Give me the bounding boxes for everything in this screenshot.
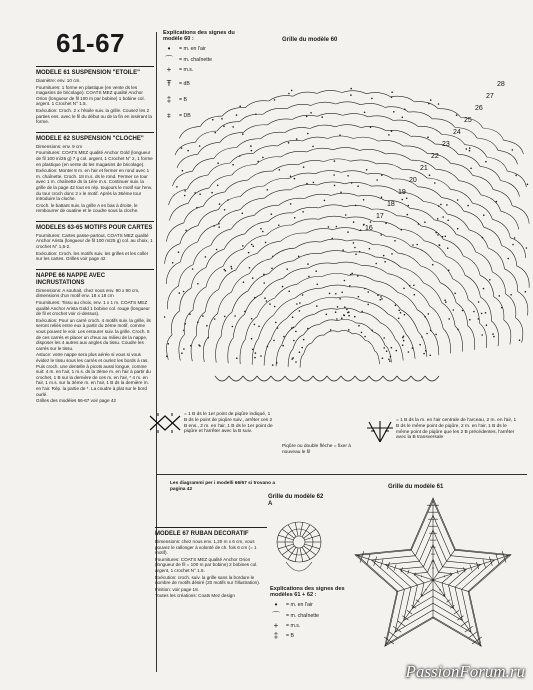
row-number-label: 16 bbox=[365, 225, 373, 232]
section-paragraph: Astuce: votre nappe sera plus aérée si vous si vous évidez le tissu sous les carrés et ourlez les bords à ras. Puis croch. une dentelle à picots aussi longue, comme suit: 4 m. en l'air, 1 m.s. ds la 3ème m. en l'air à partir du crochet, 1 B sur la dernière de ces m. en l'air, * 4 m. en l'air, 1 m.s. sur la 3ème m. en l'air, 1 B ds la dernière m. en l'air. Rép. la partie de *. La coudre à plat sur le bord ourlé. bbox=[36, 352, 151, 397]
section-paragraph: Grilles des modèles 66-67 voir page 42 bbox=[36, 398, 116, 404]
section-paragraph: Fournitures: COATS MEZ qualité Anchor Gold (longueur de fil 100 m/25 g) 7 g col. argent, 1 Crochet N° 2, 1 forme en plastique (en vente ds les magasins de bricolage). bbox=[36, 150, 153, 167]
single-crochet-icon: + bbox=[273, 620, 279, 630]
section-paragraph: Toutes les créations: Coats Mez design bbox=[155, 593, 235, 599]
diagram-location-note: Les diagrammi per i modelli 66/67 si trovano a pagina 42 bbox=[170, 481, 276, 492]
section-title: MODELE 62 SUSPENSION "CLOCHE" bbox=[36, 135, 144, 142]
treble-crochet-icon: ⧧ bbox=[166, 111, 172, 121]
grid-61-stitches bbox=[355, 498, 511, 646]
row-number-label: 17 bbox=[376, 213, 384, 220]
section-paragraph: Dimensions: A souhait, chez nous env. 90 x 90 cm, dimensions d'un motif env. 18 x 18 cm bbox=[36, 287, 140, 299]
legend-6162-item: ⌒ = m. chaînette bbox=[272, 610, 320, 620]
row-number-label: 25 bbox=[464, 117, 472, 124]
legend-60-item: • = m. en l'air bbox=[163, 46, 248, 52]
legend-60-title: Explications des signes du modèle 60 : bbox=[163, 30, 235, 43]
section-title: NAPPE 66 NAPPE AVEC INCRUSTATIONS bbox=[36, 272, 106, 286]
chain-stitch-icon: • bbox=[274, 600, 278, 610]
note-cluster-stitch: = 1 B ds la m. en l'air centrale de l'arceau, 2 m. en l'air, 1 B ds le même point de piqûre, 2 m. en l'air, 1 B ds le même point de piqûre que les 2 B précédentes, l'arrêter avec la B transversale bbox=[396, 418, 517, 441]
row-number-label: 28 bbox=[497, 81, 505, 88]
section-paragraph: Fournitures: COATS MEZ qualité Anchor Orion (longueur de fil = 100 m par bobine) 2 bobines col. argent, 1 crochet N° 1.5. bbox=[155, 556, 258, 573]
row-number-label: 21 bbox=[420, 165, 428, 172]
section-paragraph: Exécution: Monter 8 m. en l'air et fermer en rond avec 1 m. chaînette. Croch. 18 m.s. ds le rond. Fermer ce tour avec 1 m. chaînette ds la 1ère m.s. Continuer suiv. la grille de la page 42 tout en rép. toujours le motif sur l'env. du tour croch donc 2 x le motif. Après la 36ème tour introduire la cloche. bbox=[36, 168, 153, 202]
slip-stitch-icon: ⌒ bbox=[272, 610, 280, 620]
legend-6162-item: ‡ = B bbox=[270, 633, 350, 639]
section-paragraph: Dimensions: chez nous env. 1,20 m x 6 cm, vous pouvez le rallonger à volonté de ch. fois 6 cm (= 1 motif). bbox=[155, 539, 257, 556]
page-number: 61-67 bbox=[56, 28, 125, 58]
row-number-label: 18 bbox=[387, 201, 395, 208]
section-paragraph: Finition: voir page 18. bbox=[155, 586, 199, 592]
double-crochet-icon: ‡ bbox=[273, 631, 279, 641]
grid-62-label: Grille du modèle 62 A bbox=[268, 494, 324, 507]
section-rule bbox=[36, 269, 154, 270]
grid-61-label: Grille du modèle 61 bbox=[388, 484, 444, 490]
instruction-section bbox=[36, 66, 154, 125]
row-number-label: 26 bbox=[475, 105, 483, 112]
section-rule bbox=[155, 527, 267, 528]
section-paragraph: Exécution: Croch. 2 x l'étoile suiv. la grille. Cousez les 2 parties ens. avec le fil du début ou de la fin en insérant la forme. bbox=[36, 107, 152, 125]
grid-60-stitches bbox=[165, 90, 530, 367]
row-number-label: 22 bbox=[431, 153, 439, 160]
legend-60-item: ‡ = B bbox=[163, 97, 248, 103]
row-number-label: 27 bbox=[486, 93, 494, 100]
legend-6162-item: + = m.s. bbox=[270, 623, 350, 629]
single-crochet-icon: + bbox=[166, 64, 172, 74]
section-paragraph: Exécution: croch. suiv. la grille sans la bordure le nombre de motifs désiré (20 motifs sur l'illustration). bbox=[155, 574, 261, 586]
model-67-block bbox=[155, 525, 267, 600]
section-rule bbox=[36, 66, 154, 67]
legend-60-item: ⧧ = DB bbox=[163, 113, 248, 119]
section-divider bbox=[157, 474, 527, 475]
section-paragraph: Fournitures: Cartes passe-partout, COATS MEZ qualité Anchor Arista (longueur de fil 100 m/25 g) col. au choix, 1 crochet N° 1,5-2. bbox=[36, 232, 153, 250]
slip-stitch-icon: ⌒ bbox=[165, 54, 173, 64]
instruction-section bbox=[36, 221, 154, 262]
legend-6162-item: • = m. en l'air bbox=[270, 602, 350, 608]
section-paragraph: Diamètre: env. 10 cm. bbox=[36, 78, 81, 83]
section-rule bbox=[36, 132, 154, 133]
instruction-section bbox=[36, 269, 154, 404]
row-number-label: 19 bbox=[398, 189, 406, 196]
cluster-stitch-icon bbox=[365, 418, 395, 444]
section-paragraph: Fournitures: Tissu au choix, env. 1 x 1 m. COATS MEZ qualité Anchor Arista Gold 1 bobine col. rouge (longueur de fil et crochet voir ci-dessus). bbox=[36, 300, 150, 317]
model-67-title: MODELE 67 RUBAN DECORATIF bbox=[155, 531, 249, 537]
section-paragraph: Croch. le battant suiv. la grille A en bas à droite, le rembourrer de ouatine et le coudre sous la cloche. bbox=[36, 202, 139, 214]
section-paragraph: Dimensions: env. 9 cm bbox=[36, 143, 83, 149]
half-double-icon: Ŧ bbox=[166, 79, 172, 89]
note-join-stitch: = 1 B ds le 1er point de piqûre indiqué, 1 B ds le point de piqûre suiv., arrêter ces 2 B ens., 2 m. en l'air, 1 B ds le 1er point de piqûre et l'arrêter avec la B suiv. bbox=[184, 412, 273, 435]
row-number-label: 24 bbox=[453, 129, 461, 136]
row-number-label: 20 bbox=[409, 177, 417, 184]
chain-stitch-icon: • bbox=[167, 44, 171, 54]
legend-model-61-62 bbox=[270, 586, 350, 643]
legend-60-item: Ŧ = dB bbox=[163, 81, 248, 87]
section-title: MODELES 63-65 MOTIFS POUR CARTES bbox=[36, 224, 153, 231]
crochet-grid-62a bbox=[272, 518, 326, 580]
note-fasten-thread: Piqûre ou double flèche = fixer à nouveau le fil bbox=[282, 444, 351, 455]
section-paragraph: Fournitures: 1 forme en plastique (en vente ds les magasins de bricolage). COATS MEZ qualité Anchor Orion (longueur de fil 100 m par bobine) 1 bobine col. argent. 1 Crochet N° 1.5. bbox=[36, 84, 145, 107]
watermark: PassionForum.ru bbox=[405, 662, 525, 681]
grid-62-stitches bbox=[277, 522, 321, 571]
row-number-label: 23 bbox=[442, 141, 450, 148]
section-paragraph: Exécution: Pour un carré croch. 4 motifs suiv. la grille, ils seront reliés entre eux à partir du 2ème motif, comme vous pouvez le voir. Les entourer suiv. la grille. Croch. 5 de ces carrés et placer un d'eux au milieu de la nappe, disposer les 4 autres aux angles du tissu. Coudre les carrés sur le tissu. bbox=[36, 317, 151, 351]
join-stitch-icon bbox=[148, 412, 182, 434]
crochet-grid-60 bbox=[160, 40, 532, 412]
legend-6162-title: Explications des signes des modèles 61 + 62 : bbox=[270, 586, 345, 599]
section-paragraph: Exécution: Croch. les motifs suiv. les grilles et les coller sur les cartes. Grilles voir page 42 bbox=[36, 250, 149, 262]
double-crochet-icon: ‡ bbox=[166, 95, 172, 105]
instructions-column bbox=[36, 30, 154, 411]
legend-60-item: + = m.s. bbox=[163, 67, 248, 73]
instruction-section bbox=[36, 132, 154, 214]
section-rule bbox=[36, 221, 154, 222]
crochet-grid-61 bbox=[335, 492, 525, 664]
grid-60-label: Grille du modèle 60 bbox=[282, 37, 338, 43]
section-title: MODELE 61 SUSPENSION "ETOILE" bbox=[36, 70, 140, 76]
legend-60-item: ⌒ = m. chaînette bbox=[165, 54, 213, 64]
